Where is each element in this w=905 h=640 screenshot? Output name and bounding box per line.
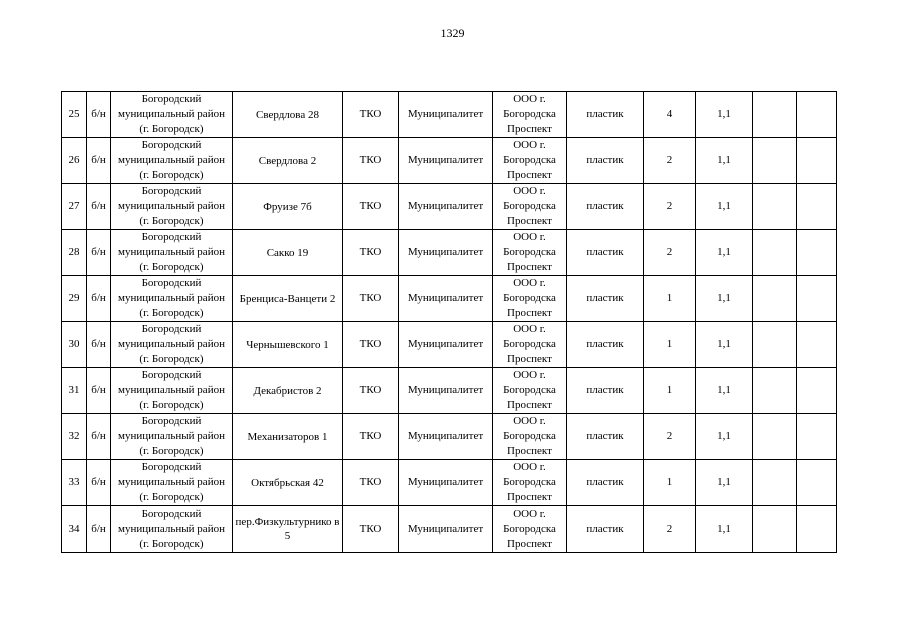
material-cell bbox=[567, 322, 644, 368]
cell-owner: Муниципалитет bbox=[407, 154, 484, 166]
district-cell bbox=[111, 92, 233, 138]
cell-waste-type: ТКО bbox=[359, 108, 382, 120]
row-number-cell bbox=[62, 322, 87, 368]
registry-number-cell bbox=[87, 92, 111, 138]
cell-district-l1: Богородский bbox=[141, 139, 202, 151]
cell-operator-l1: ООО г. bbox=[513, 461, 546, 473]
district-cell bbox=[111, 368, 233, 414]
owner-cell bbox=[399, 276, 493, 322]
owner-cell bbox=[399, 138, 493, 184]
cell-waste-type: ТКО bbox=[359, 338, 382, 350]
container-volume-cell bbox=[696, 92, 753, 138]
cell-address: Декабристов 2 bbox=[253, 384, 322, 397]
cell-owner: Муниципалитет bbox=[407, 246, 484, 258]
cell-address: Чернышевского 1 bbox=[246, 338, 329, 351]
registry-number-cell bbox=[87, 460, 111, 506]
cell-district-l1: Богородский bbox=[141, 277, 202, 289]
container-count-cell bbox=[644, 506, 696, 553]
cell-count: 1 bbox=[666, 292, 673, 304]
address-cell bbox=[233, 92, 343, 138]
material-cell bbox=[567, 138, 644, 184]
cell-operator-l3: Проспект bbox=[507, 169, 552, 181]
operator-cell bbox=[493, 368, 567, 414]
container-count-cell bbox=[644, 184, 696, 230]
cell-num: 31 bbox=[68, 384, 80, 396]
district-cell bbox=[111, 184, 233, 230]
cell-district-l3: (г. Богородск) bbox=[139, 307, 204, 319]
cell-material: пластик bbox=[586, 430, 624, 442]
cell-owner: Муниципалитет bbox=[407, 384, 484, 396]
cell-operator-l1: ООО г. bbox=[513, 323, 546, 335]
operator-cell bbox=[493, 322, 567, 368]
table-row bbox=[62, 506, 837, 553]
cell-waste-type: ТКО bbox=[359, 200, 382, 212]
cell-district-l3: (г. Богородск) bbox=[139, 399, 204, 411]
cell-bn: б/н bbox=[91, 246, 106, 258]
cell-district-l3: (г. Богородск) bbox=[139, 261, 204, 273]
container-volume-cell bbox=[696, 368, 753, 414]
cell-material: пластик bbox=[586, 522, 624, 535]
cell-operator-l2: Богородска bbox=[503, 338, 556, 350]
cell-operator-l2: Богородска bbox=[503, 430, 556, 442]
cell-district-l2: муниципальный район bbox=[118, 338, 225, 350]
empty-cell-1 bbox=[753, 276, 797, 322]
district-cell bbox=[111, 322, 233, 368]
waste-type-cell bbox=[343, 414, 399, 460]
operator-cell bbox=[493, 184, 567, 230]
cell-count: 1 bbox=[666, 338, 673, 350]
material-cell bbox=[567, 92, 644, 138]
material-cell bbox=[567, 368, 644, 414]
cell-count: 1 bbox=[666, 476, 673, 488]
cell-operator-l2: Богородска bbox=[503, 200, 556, 212]
cell-volume: 1,1 bbox=[717, 108, 731, 120]
cell-operator-l1: ООО г. bbox=[513, 277, 546, 289]
address-cell bbox=[233, 506, 343, 553]
cell-district-l3: (г. Богородск) bbox=[139, 537, 204, 550]
container-count-cell bbox=[644, 230, 696, 276]
cell-volume: 1,1 bbox=[717, 430, 731, 442]
cell-owner: Муниципалитет bbox=[407, 476, 484, 488]
cell-num: 30 bbox=[68, 338, 80, 350]
cell-district-l2: муниципальный район bbox=[118, 154, 225, 166]
cell-district-l3: (г. Богородск) bbox=[139, 123, 204, 135]
cell-district-l2: муниципальный район bbox=[118, 292, 225, 304]
cell-operator-l3: Проспект bbox=[507, 215, 552, 227]
container-count-cell bbox=[644, 368, 696, 414]
empty-cell-2 bbox=[797, 138, 837, 184]
table-row bbox=[62, 184, 837, 230]
operator-cell bbox=[493, 460, 567, 506]
cell-count: 4 bbox=[666, 108, 673, 120]
cell-bn: б/н bbox=[91, 292, 106, 304]
cell-volume: 1,1 bbox=[717, 338, 731, 350]
cell-district-l2: муниципальный район bbox=[118, 430, 225, 442]
cell-num: 28 bbox=[68, 246, 80, 258]
cell-address: Свердлова 2 bbox=[258, 154, 317, 167]
cell-operator-l2: Богородска bbox=[503, 154, 556, 166]
waste-type-cell bbox=[343, 138, 399, 184]
cell-owner: Муниципалитет bbox=[407, 430, 484, 442]
cell-num: 34 bbox=[68, 522, 80, 535]
cell-district-l1: Богородский bbox=[141, 231, 202, 243]
cell-district-l2: муниципальный район bbox=[118, 522, 225, 535]
cell-bn: б/н bbox=[91, 108, 106, 120]
cell-owner: Муниципалитет bbox=[407, 108, 484, 120]
cell-num: 33 bbox=[68, 476, 80, 488]
table-row bbox=[62, 322, 837, 368]
cell-count: 2 bbox=[666, 246, 673, 258]
cell-address: Фруизе 7б bbox=[263, 200, 312, 213]
cell-num: 27 bbox=[68, 200, 80, 212]
cell-operator-l3: Проспект bbox=[507, 491, 552, 503]
cell-district-l3: (г. Богородск) bbox=[139, 215, 204, 227]
container-count-cell bbox=[644, 276, 696, 322]
table-row bbox=[62, 138, 837, 184]
table-row bbox=[62, 414, 837, 460]
operator-cell bbox=[493, 230, 567, 276]
cell-district-l1: Богородский bbox=[141, 185, 202, 197]
empty-cell-1 bbox=[753, 506, 797, 553]
registry-number-cell bbox=[87, 138, 111, 184]
empty-cell-2 bbox=[797, 276, 837, 322]
cell-material: пластик bbox=[586, 476, 624, 488]
cell-district-l3: (г. Богородск) bbox=[139, 169, 204, 181]
material-cell bbox=[567, 276, 644, 322]
cell-operator-l1: ООО г. bbox=[513, 369, 546, 381]
cell-operator-l1: ООО г. bbox=[513, 93, 546, 105]
cell-address: Бренциса-Ванцети 2 bbox=[239, 292, 336, 305]
address-cell bbox=[233, 460, 343, 506]
empty-cell-2 bbox=[797, 506, 837, 553]
cell-address: Свердлова 28 bbox=[256, 108, 319, 121]
cell-district-l3: (г. Богородск) bbox=[139, 445, 204, 457]
owner-cell bbox=[399, 414, 493, 460]
cell-district-l1: Богородский bbox=[141, 507, 202, 520]
operator-cell bbox=[493, 276, 567, 322]
owner-cell bbox=[399, 92, 493, 138]
empty-cell-2 bbox=[797, 322, 837, 368]
district-cell bbox=[111, 230, 233, 276]
container-count-cell bbox=[644, 414, 696, 460]
waste-type-cell bbox=[343, 460, 399, 506]
cell-address: Сакко 19 bbox=[266, 246, 309, 259]
material-cell bbox=[567, 414, 644, 460]
container-volume-cell bbox=[696, 414, 753, 460]
cell-material: пластик bbox=[586, 154, 624, 166]
cell-count: 2 bbox=[666, 522, 673, 535]
cell-district-l1: Богородский bbox=[141, 323, 202, 335]
table-row bbox=[62, 92, 837, 138]
cell-volume: 1,1 bbox=[717, 476, 731, 488]
cell-operator-l3: Проспект bbox=[507, 307, 552, 319]
cell-volume: 1,1 bbox=[717, 154, 731, 166]
cell-district-l2: муниципальный район bbox=[118, 384, 225, 396]
waste-type-cell bbox=[343, 506, 399, 553]
row-number-cell bbox=[62, 230, 87, 276]
row-number-cell bbox=[62, 414, 87, 460]
table-row bbox=[62, 230, 837, 276]
cell-operator-l1: ООО г. bbox=[513, 185, 546, 197]
empty-cell-1 bbox=[753, 368, 797, 414]
cell-district-l1: Богородский bbox=[141, 369, 202, 381]
district-cell bbox=[111, 414, 233, 460]
address-cell bbox=[233, 322, 343, 368]
empty-cell-2 bbox=[797, 368, 837, 414]
row-number-cell bbox=[62, 138, 87, 184]
cell-operator-l1: ООО г. bbox=[513, 139, 546, 151]
cell-district-l3: (г. Богородск) bbox=[139, 353, 204, 365]
address-cell bbox=[233, 184, 343, 230]
cell-volume: 1,1 bbox=[717, 200, 731, 212]
district-cell bbox=[111, 506, 233, 553]
container-volume-cell bbox=[696, 184, 753, 230]
cell-operator-l3: Проспект bbox=[507, 445, 552, 457]
container-volume-cell bbox=[696, 230, 753, 276]
registry-number-cell bbox=[87, 506, 111, 553]
cell-operator-l3: Проспект bbox=[507, 123, 552, 135]
cell-operator-l1: ООО г. bbox=[513, 415, 546, 427]
cell-owner: Муниципалитет bbox=[407, 292, 484, 304]
district-cell bbox=[111, 138, 233, 184]
container-count-cell bbox=[644, 460, 696, 506]
cell-operator-l3: Проспект bbox=[507, 261, 552, 273]
cell-bn: б/н bbox=[91, 430, 106, 442]
cell-operator-l3: Проспект bbox=[507, 537, 552, 550]
empty-cell-2 bbox=[797, 184, 837, 230]
cell-waste-type: ТКО bbox=[359, 522, 382, 535]
owner-cell bbox=[399, 460, 493, 506]
material-cell bbox=[567, 184, 644, 230]
owner-cell bbox=[399, 368, 493, 414]
cell-bn: б/н bbox=[91, 384, 106, 396]
cell-num: 29 bbox=[68, 292, 80, 304]
cell-count: 2 bbox=[666, 430, 673, 442]
waste-type-cell bbox=[343, 368, 399, 414]
table-body bbox=[62, 92, 837, 553]
waste-type-cell bbox=[343, 184, 399, 230]
cell-material: пластик bbox=[586, 292, 624, 304]
cell-material: пластик bbox=[586, 108, 624, 120]
empty-cell-2 bbox=[797, 460, 837, 506]
cell-volume: 1,1 bbox=[717, 384, 731, 396]
cell-count: 1 bbox=[666, 384, 673, 396]
cell-waste-type: ТКО bbox=[359, 384, 382, 396]
address-cell bbox=[233, 138, 343, 184]
page-number: 1329 bbox=[440, 26, 465, 40]
cell-waste-type: ТКО bbox=[359, 476, 382, 488]
cell-count: 2 bbox=[666, 154, 673, 166]
material-cell bbox=[567, 460, 644, 506]
cell-district-l2: муниципальный район bbox=[118, 108, 225, 120]
district-cell bbox=[111, 276, 233, 322]
cell-operator-l3: Проспект bbox=[507, 399, 552, 411]
cell-material: пластик bbox=[586, 384, 624, 396]
owner-cell bbox=[399, 184, 493, 230]
cell-material: пластик bbox=[586, 338, 624, 350]
cell-operator-l2: Богородска bbox=[503, 246, 556, 258]
registry-number-cell bbox=[87, 276, 111, 322]
cell-waste-type: ТКО bbox=[359, 154, 382, 166]
cell-owner: Муниципалитет bbox=[407, 522, 484, 535]
empty-cell-1 bbox=[753, 414, 797, 460]
cell-material: пластик bbox=[586, 246, 624, 258]
cell-address: Октябрьская 42 bbox=[251, 476, 324, 489]
cell-bn: б/н bbox=[91, 338, 106, 350]
cell-volume: 1,1 bbox=[717, 292, 731, 304]
row-number-cell bbox=[62, 506, 87, 553]
material-cell bbox=[567, 230, 644, 276]
container-volume-cell bbox=[696, 138, 753, 184]
row-number-cell bbox=[62, 184, 87, 230]
cell-district-l2: муниципальный район bbox=[118, 246, 225, 258]
cell-material: пластик bbox=[586, 200, 624, 212]
waste-type-cell bbox=[343, 230, 399, 276]
row-number-cell bbox=[62, 368, 87, 414]
operator-cell bbox=[493, 414, 567, 460]
cell-owner: Муниципалитет bbox=[407, 200, 484, 212]
cell-waste-type: ТКО bbox=[359, 292, 382, 304]
cell-count: 2 bbox=[666, 200, 673, 212]
cell-district-l2: муниципальный район bbox=[118, 476, 225, 488]
cell-address: Механизаторов 1 bbox=[247, 430, 328, 443]
empty-cell-2 bbox=[797, 414, 837, 460]
cell-operator-l2: Богородска bbox=[503, 384, 556, 396]
container-count-cell bbox=[644, 322, 696, 368]
container-count-cell bbox=[644, 92, 696, 138]
cell-operator-l2: Богородска bbox=[503, 522, 556, 535]
cell-volume: 1,1 bbox=[717, 522, 731, 535]
container-volume-cell bbox=[696, 322, 753, 368]
cell-operator-l1: ООО г. bbox=[513, 231, 546, 243]
empty-cell-1 bbox=[753, 138, 797, 184]
cell-bn: б/н bbox=[91, 154, 106, 166]
registry-number-cell bbox=[87, 414, 111, 460]
row-number-cell bbox=[62, 460, 87, 506]
operator-cell bbox=[493, 92, 567, 138]
cell-operator-l3: Проспект bbox=[507, 353, 552, 365]
table-row bbox=[62, 276, 837, 322]
cell-district-l2: муниципальный район bbox=[118, 200, 225, 212]
cell-district-l1: Богородский bbox=[141, 415, 202, 427]
cell-num: 26 bbox=[68, 154, 80, 166]
address-cell bbox=[233, 368, 343, 414]
operator-cell bbox=[493, 138, 567, 184]
cell-address: пер.Физкультурнико в 5 bbox=[235, 516, 340, 542]
cell-district-l1: Богородский bbox=[141, 93, 202, 105]
address-cell bbox=[233, 276, 343, 322]
container-volume-cell bbox=[696, 460, 753, 506]
empty-cell-1 bbox=[753, 184, 797, 230]
container-count-cell bbox=[644, 138, 696, 184]
empty-cell-1 bbox=[753, 230, 797, 276]
empty-cell-1 bbox=[753, 460, 797, 506]
cell-district-l3: (г. Богородск) bbox=[139, 491, 204, 503]
address-cell bbox=[233, 414, 343, 460]
registry-number-cell bbox=[87, 322, 111, 368]
cell-num: 25 bbox=[68, 108, 80, 120]
empty-cell-2 bbox=[797, 92, 837, 138]
waste-type-cell bbox=[343, 276, 399, 322]
empty-cell-1 bbox=[753, 92, 797, 138]
cell-bn: б/н bbox=[91, 522, 106, 535]
cell-operator-l1: ООО г. bbox=[513, 507, 546, 520]
waste-type-cell bbox=[343, 92, 399, 138]
operator-cell bbox=[493, 506, 567, 553]
table-row bbox=[62, 460, 837, 506]
cell-operator-l2: Богородска bbox=[503, 292, 556, 304]
container-sites-table bbox=[61, 91, 837, 553]
cell-waste-type: ТКО bbox=[359, 246, 382, 258]
container-volume-cell bbox=[696, 276, 753, 322]
empty-cell-2 bbox=[797, 230, 837, 276]
row-number-cell bbox=[62, 92, 87, 138]
registry-number-cell bbox=[87, 230, 111, 276]
cell-operator-l2: Богородска bbox=[503, 476, 556, 488]
owner-cell bbox=[399, 230, 493, 276]
material-cell bbox=[567, 506, 644, 553]
cell-num: 32 bbox=[68, 430, 80, 442]
waste-type-cell bbox=[343, 322, 399, 368]
empty-cell-1 bbox=[753, 322, 797, 368]
cell-bn: б/н bbox=[91, 476, 106, 488]
cell-waste-type: ТКО bbox=[359, 430, 382, 442]
registry-number-cell bbox=[87, 368, 111, 414]
cell-bn: б/н bbox=[91, 200, 106, 212]
table-row bbox=[62, 368, 837, 414]
registry-number-cell bbox=[87, 184, 111, 230]
district-cell bbox=[111, 460, 233, 506]
cell-volume: 1,1 bbox=[717, 246, 731, 258]
cell-owner: Муниципалитет bbox=[407, 338, 484, 350]
cell-operator-l2: Богородска bbox=[503, 108, 556, 120]
cell-district-l1: Богородский bbox=[141, 461, 202, 473]
address-cell bbox=[233, 230, 343, 276]
owner-cell bbox=[399, 322, 493, 368]
owner-cell bbox=[399, 506, 493, 553]
row-number-cell bbox=[62, 276, 87, 322]
container-volume-cell bbox=[696, 506, 753, 553]
